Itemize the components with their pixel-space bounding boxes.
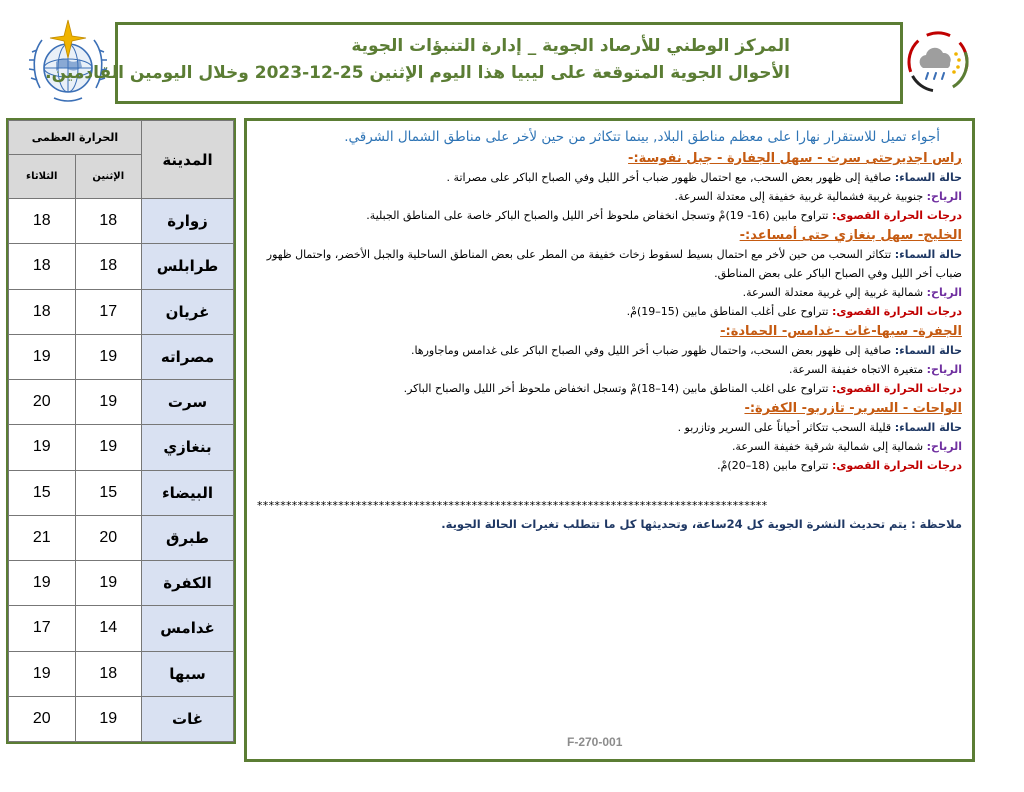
table-row <box>9 561 234 606</box>
table-row <box>9 515 234 560</box>
table-row <box>9 244 234 289</box>
city-header: المدينة <box>142 121 234 199</box>
temp-day2: 18 <box>9 244 76 289</box>
wind-line <box>257 283 962 302</box>
forecast-intro: أجواء تميل للاستقرار نهارا على معظم مناطق البلاد, بينما تتكاثر من حين لأخر على مناطق الشمال الشرقي. <box>344 129 940 145</box>
table-row <box>9 289 234 334</box>
table-row <box>9 696 234 741</box>
sky-label: حالة السماء: <box>894 421 962 434</box>
temp-label: درجات الحرارة القصوى: <box>831 209 962 222</box>
temp-day2: 18 <box>9 199 76 244</box>
temp-line <box>257 379 962 398</box>
temp-day1: 19 <box>75 425 142 470</box>
temp-day1: 14 <box>75 606 142 651</box>
temperature-table <box>6 118 236 744</box>
temp-text: تتراوح على اغلب المناطق مابين (14–18)مْ وتسجل انخفاض ملحوظ أخر الليل والصباح الباكر. <box>403 382 829 395</box>
temp-day2: 20 <box>9 380 76 425</box>
day1-header: الإثنين <box>75 155 142 199</box>
sky-label: حالة السماء: <box>894 248 962 261</box>
temp-day2: 17 <box>9 606 76 651</box>
day2-header: الثلاثاء <box>9 155 76 199</box>
city-name: غدامس <box>142 606 234 651</box>
temp-day2: 15 <box>9 470 76 515</box>
temp-day1: 19 <box>75 696 142 741</box>
table-row <box>9 425 234 470</box>
city-name: مصراته <box>142 334 234 379</box>
header-title: المركز الوطني للأرصاد الجوية _ إدارة التنبؤات الجوية <box>351 36 790 56</box>
table-row <box>9 606 234 651</box>
temp-text: تتراوح مابين (18–20)مْ. <box>717 459 829 472</box>
city-name: البيضاء <box>142 470 234 515</box>
sky-label: حالة السماء: <box>894 171 962 184</box>
sky-line <box>257 341 962 360</box>
temp-day1: 18 <box>75 651 142 696</box>
temp-line <box>257 456 962 475</box>
wind-line <box>257 360 962 379</box>
temp-day1: 18 <box>75 199 142 244</box>
temp-label: درجات الحرارة القصوى: <box>831 459 962 472</box>
city-name: غات <box>142 696 234 741</box>
sky-text: قليلة السحب تتكاثر أحياناً على السرير وتازربو . <box>677 421 892 434</box>
temp-text: تتراوح على أغلب المناطق مابين (15–19)مْ. <box>626 305 829 318</box>
table-row <box>9 334 234 379</box>
temp-day2: 19 <box>9 425 76 470</box>
temp-line <box>257 206 962 225</box>
temp-text: تتراوح مابين (16- 19)مْ وتسجل انخفاض ملحوظ أخر الليل والصباح الباكر خاصة على المناطق الجبلية. <box>366 209 829 222</box>
city-name: الكفرة <box>142 561 234 606</box>
sky-line <box>257 245 962 283</box>
temp-day1: 20 <box>75 515 142 560</box>
wind-text: متغيرة الاتجاه خفيفة السرعة. <box>788 363 924 376</box>
wind-label: الرياح: <box>926 190 962 203</box>
city-name: طرابلس <box>142 244 234 289</box>
temp-day1: 18 <box>75 244 142 289</box>
temp-day1: 19 <box>75 334 142 379</box>
sky-line <box>257 168 962 187</box>
temp-day1: 19 <box>75 561 142 606</box>
city-name: غريان <box>142 289 234 334</box>
city-name: طبرق <box>142 515 234 560</box>
sky-line <box>257 418 962 437</box>
region-title: الجفرة- سبها-غات -غدامس- الحمادة:- <box>720 324 962 339</box>
temp-day1: 17 <box>75 289 142 334</box>
weather-cloud-logo-icon <box>906 30 970 94</box>
table-row <box>9 199 234 244</box>
wind-text: جنوبية غربية فشمالية غربية خفيفة إلى معتدلة السرعة. <box>674 190 924 203</box>
temp-day2: 18 <box>9 289 76 334</box>
table-row <box>9 470 234 515</box>
update-note: ملاحظة : يتم تحديث النشرة الجوية كل 24ساعة، وتحديثها كل ما تتطلب تغيرات الحالة الجوية. <box>441 517 962 531</box>
region-title: راس اجديرحتى سرت - سهل الجفارة - جبل نفوسة:- <box>628 151 962 166</box>
temp-line <box>257 302 962 321</box>
temp-day2: 19 <box>9 561 76 606</box>
city-name: بنغازي <box>142 425 234 470</box>
temp-label: درجات الحرارة القصوى: <box>831 305 962 318</box>
wind-text: شمالية إلى شمالية شرقية خفيفة السرعة. <box>731 440 924 453</box>
sky-text: صافية إلى ظهور بعض السحب, مع احتمال ظهور ضباب أخر الليل وفي الصباح الباكر على مصراتة . <box>446 171 892 184</box>
separator-line: **************************************************************************************** <box>257 499 768 512</box>
city-name: سبها <box>142 651 234 696</box>
sky-text: تتكاثر السحب من حين لأخر مع احتمال بسيط لسقوط زخات خفيفة من المطر على بعض المناطق الساحلية والجبل الأخضر، واحتمال ظهور ضباب أخر الليل وفي الصباح الباكر على بعض المناطق. <box>266 248 962 280</box>
header-banner <box>45 22 903 104</box>
temp-day2: 21 <box>9 515 76 560</box>
city-name: سرت <box>142 380 234 425</box>
temp-day2: 19 <box>9 334 76 379</box>
wind-label: الرياح: <box>926 363 962 376</box>
form-code: F-270-001 <box>567 735 623 749</box>
temp-label: درجات الحرارة القصوى: <box>831 382 962 395</box>
sky-label: حالة السماء: <box>894 344 962 357</box>
region-title: الواحات - السرير- تازربو- الكفرة:- <box>744 401 962 416</box>
wind-label: الرياح: <box>926 286 962 299</box>
wind-line <box>257 187 962 206</box>
sky-text: صافية إلى ظهور بعض السحب، واحتمال ظهور ضباب أخر الليل وفي الصباح الباكر على غدامس وماجاورها. <box>410 344 892 357</box>
wind-label: الرياح: <box>926 440 962 453</box>
forecast-panel <box>244 118 975 762</box>
city-name: زوارة <box>142 199 234 244</box>
temp-day2: 19 <box>9 651 76 696</box>
region-title: الخليج- سهل بنغازي حتى أمساعد:- <box>739 228 962 243</box>
table-row <box>9 380 234 425</box>
temp-day1: 19 <box>75 380 142 425</box>
temp-day2: 20 <box>9 696 76 741</box>
wind-line <box>257 437 962 456</box>
max-temp-header: الحرارة العظمى <box>9 121 142 155</box>
wind-text: شمالية غربية إلي غربية معتدلة السرعة. <box>742 286 924 299</box>
header-subtitle: الأحوال الجوية المتوقعة على ليبيا هذا اليوم الإثنين 25-12-2023 وخلال اليومين القادمين. <box>45 63 790 83</box>
temp-day1: 15 <box>75 470 142 515</box>
table-row <box>9 651 234 696</box>
